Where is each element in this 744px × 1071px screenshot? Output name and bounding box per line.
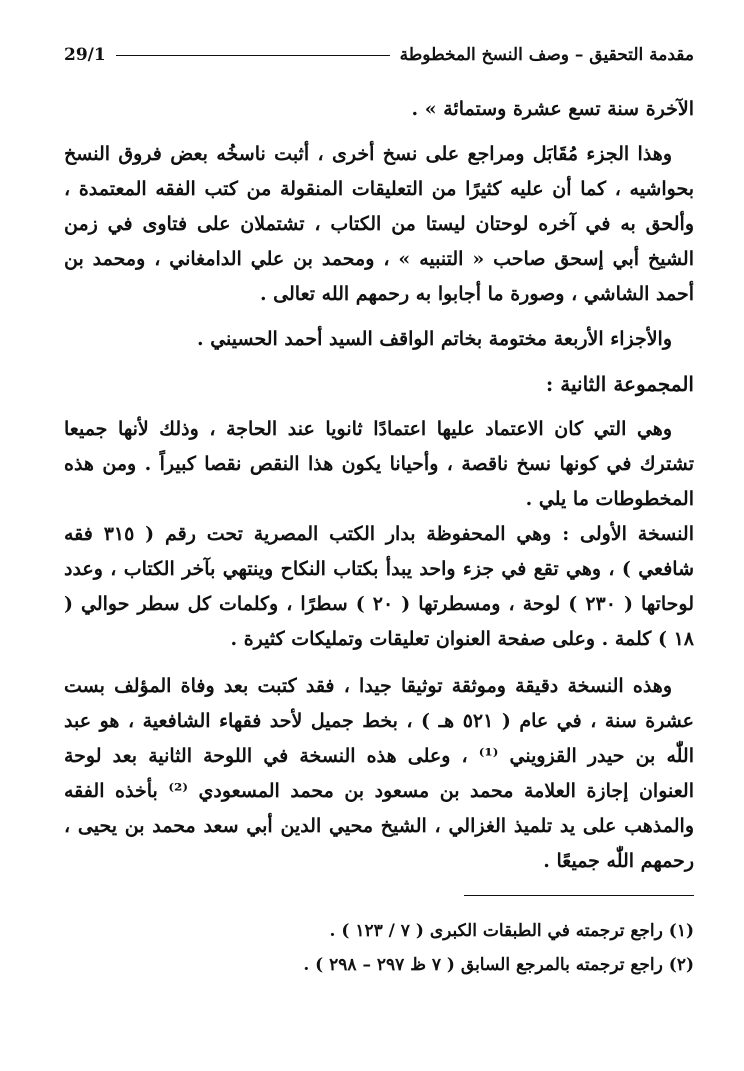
footnote-rule [464, 895, 694, 896]
paragraph-3: والأجزاء الأربعة مختومة بخاتم الواقف السيد أحمد الحسيني . [196, 328, 672, 350]
page-number: 29/1 [64, 45, 106, 65]
header-rule [116, 55, 390, 56]
paragraph-5 [64, 517, 694, 657]
footnote-2: (٢) راجع ترجمته بالمرجع السابق ( ٧ ظ ٢٩٧ – ٢٩٨ ) . [303, 955, 694, 975]
paragraph-2: وهذا الجزء مُقَابَل ومراجع على نسخ أخرى ، أثبت ناسخُه بعض فروق النسخ بحواشيه ، كما أن عليه كثيرًا من التعليقات المنقولة من كتب الفقه المعتمدة ، وألحق به في آخره لوحتان ليستا من الكتاب ، تشتملان على فتاوى في زمن الشيخ أبي إسحق صاحب « التنبيه » ، ومحمد بن علي الدامغاني ، ومحمد بن أحمد الشاشي ، وصورة ما أجابوا به رحمهم الله تعالى . [64, 143, 694, 305]
header-title: مقدمة التحقيق – وصف النسخ المخطوطة [399, 45, 694, 65]
paragraph-1: الآخرة سنة تسع عشرة وستمائة » . [411, 98, 694, 120]
footnotes [64, 895, 694, 982]
section-heading: المجموعة الثانية : [545, 372, 694, 396]
paragraph-6: وهذه النسخة دقيقة وموثقة توثيقا جيدا ، فقد كتبت بعد وفاة المؤلف بست عشرة سنة ، في عام ( ٥٢١ هـ ) ، بخط جميل لأحد فقهاء الشافعية ، هو عبد اللّٰه بن حيدر القزويني ⁽¹⁾ ، وعلى هذه النسخة في اللوحة الثانية بعد لوحة العنوان إجازة العلامة محمد بن مسعود بن محمد المسعودي ⁽²⁾ بأخذه الفقه والمذهب على يد تلميذ الغزالي ، الشيخ محيي الدين أبي سعد محمد بن يحيى ، رحمهم اللّٰه جميعًا . [64, 675, 695, 872]
paragraph-4: وهي التي كان الاعتماد عليها اعتمادًا ثانويا عند الحاجة ، وذلك لأنها جميعا تشترك في كونها نسخ ناقصة ، وأحيانا يكون هذا النقص نقصا كبيراً . ومن هذه المخطوطات ما يلي . [64, 418, 694, 510]
paragraph-5-text: وهي المحفوظة بدار الكتب المصرية تحت رقم ( ٣١٥ فقه شافعي ) ، وهي تقع في جزء واحد يبدأ بكتاب النكاح وينتهي بآخر الكتاب ، وعدد لوحاتها ( ٢٣٠ ) لوحة ، ومسطرتها ( ٢٠ ) سطرًا ، وكلمات كل سطر حوالي ( ١٨ ) كلمة . وعلى صفحة العنوان تعليقات وتمليكات كثيرة . [64, 523, 694, 650]
footnote-1: (١) راجع ترجمته في الطبقات الكبرى ( ٧ / ١٢٣ ) . [329, 921, 694, 941]
running-header [64, 40, 694, 70]
main-text [64, 92, 694, 879]
copy-one-label: النسخة الأولى : [562, 523, 694, 545]
document-page [64, 40, 694, 1030]
